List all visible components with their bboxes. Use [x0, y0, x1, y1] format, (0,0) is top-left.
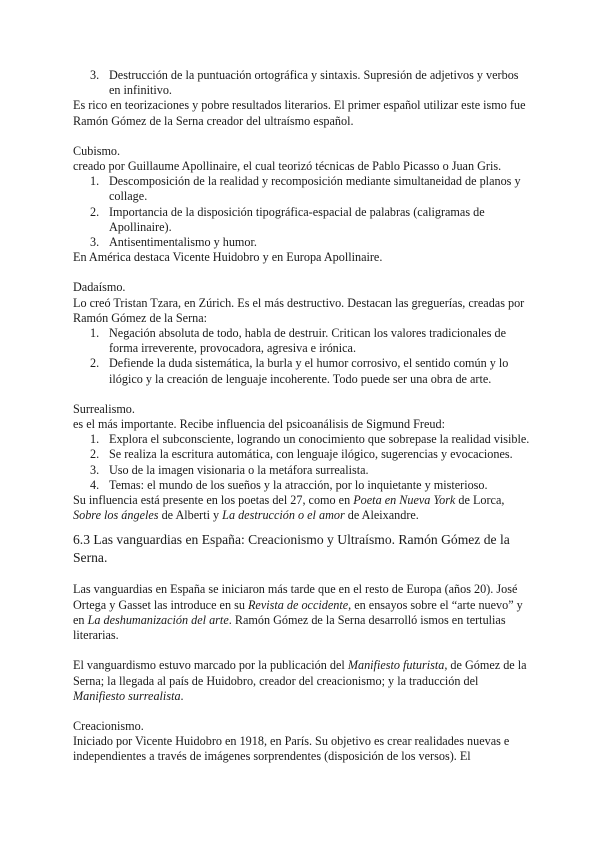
list-item: 2. Defiende la duda sistemática, la burla y el humor corrosivo, el sentido común y lo ilógico y la creación de lenguaje incoherente. Todo puede ser una obra de arte. — [90, 356, 509, 386]
surrealismo-list — [73, 432, 533, 493]
creacionismo-title: Creacionismo. — [73, 718, 144, 733]
document-page — [73, 68, 533, 765]
list-item: 3. Antisentimentalismo y humor. — [90, 235, 257, 250]
futurismo-list-tail — [73, 68, 533, 98]
list-item: 4. Temas: el mundo de los sueños y la atracción, por lo inquietante y misterioso. — [90, 477, 488, 492]
dadaismo-list — [73, 326, 533, 387]
cubismo-list — [73, 174, 533, 250]
vanguardias-paragraph-2: El vanguardismo estuvo marcado por la publicación del Manifiesto futurista, de Gómez de la Serna; la llegada al país de Huidobro, creador del creacionismo; y la traducción del Manifiesto surrealista. — [73, 658, 527, 703]
cubismo-intro: creado por Guillaume Apollinaire, el cual teorizó técnicas de Pablo Picasso o Juan Gris. — [73, 159, 502, 174]
surrealismo-outro: Su influencia está presente en los poetas del 27, como en Poeta en Nueva York de Lorca, Sobre los ángeles de Alberti y La destrucción o el amor de Aleixandre. — [73, 493, 505, 523]
dadaismo-title: Dadaísmo. — [73, 280, 126, 295]
cubismo-title: Cubismo. — [73, 143, 121, 158]
section-heading: 6.3 Las vanguardias en España: Creacionismo y Ultraísmo. Ramón Gómez de la Serna. — [73, 532, 510, 566]
vanguardias-paragraph-1: Las vanguardias en España se iniciaron más tarde que en el resto de Europa (años 20). José Ortega y Gasset las introduce en su Revista de occidente, en ensayos sobre el “arte nuevo” y en La deshumanización del arte. Ramón Gómez de la Serna desarrolló ismos en tertulias literarias. — [73, 582, 523, 643]
creacionismo-intro: Iniciado por Vicente Huidobro en 1918, en París. Su objetivo es crear realidades nuevas e independientes a través de imágenes sorprendentes (disposición de los versos). El — [73, 734, 510, 764]
list-item: 3. Uso de la imagen visionaria o la metáfora surrealista. — [90, 462, 369, 477]
dadaismo-intro: Lo creó Tristan Tzara, en Zúrich. Es el más destructivo. Destacan las greguerías, creadas por Ramón Gómez de la Serna: — [73, 295, 525, 325]
list-item: 1. Descomposición de la realidad y recomposición mediante simultaneidad de planos y collage. — [90, 174, 521, 204]
list-item: 3. Destrucción de la puntuación ortográfica y sintaxis. Supresión de adjetivos y verbos en infinitivo. — [90, 68, 519, 98]
surrealismo-title: Surrealismo. — [73, 401, 135, 416]
surrealismo-intro: es el más importante. Recibe influencia del psicoanálisis de Sigmund Freud: — [73, 417, 445, 432]
list-item: 1. Explora el subconsciente, logrando un conocimiento que sobrepase la realidad visible. — [90, 432, 530, 447]
futurismo-paragraph: Es rico en teorizaciones y pobre resultados literarios. El primer español utilizar este ismo fue Ramón Gómez de la Serna creador del ultraísmo español. — [73, 98, 526, 128]
list-item: 2. Se realiza la escritura automática, con lenguaje ilógico, sugerencias y evocaciones. — [90, 447, 513, 462]
list-item: 1. Negación absoluta de todo, habla de destruir. Critican los valores tradicionales de forma irreverente, provocadora, agresiva e irónica. — [90, 326, 506, 356]
list-item: 2. Importancia de la disposición tipográfica-espacial de palabras (caligramas de Apollinaire). — [90, 204, 485, 234]
cubismo-outro: En América destaca Vicente Huidobro y en Europa Apollinaire. — [73, 250, 383, 265]
